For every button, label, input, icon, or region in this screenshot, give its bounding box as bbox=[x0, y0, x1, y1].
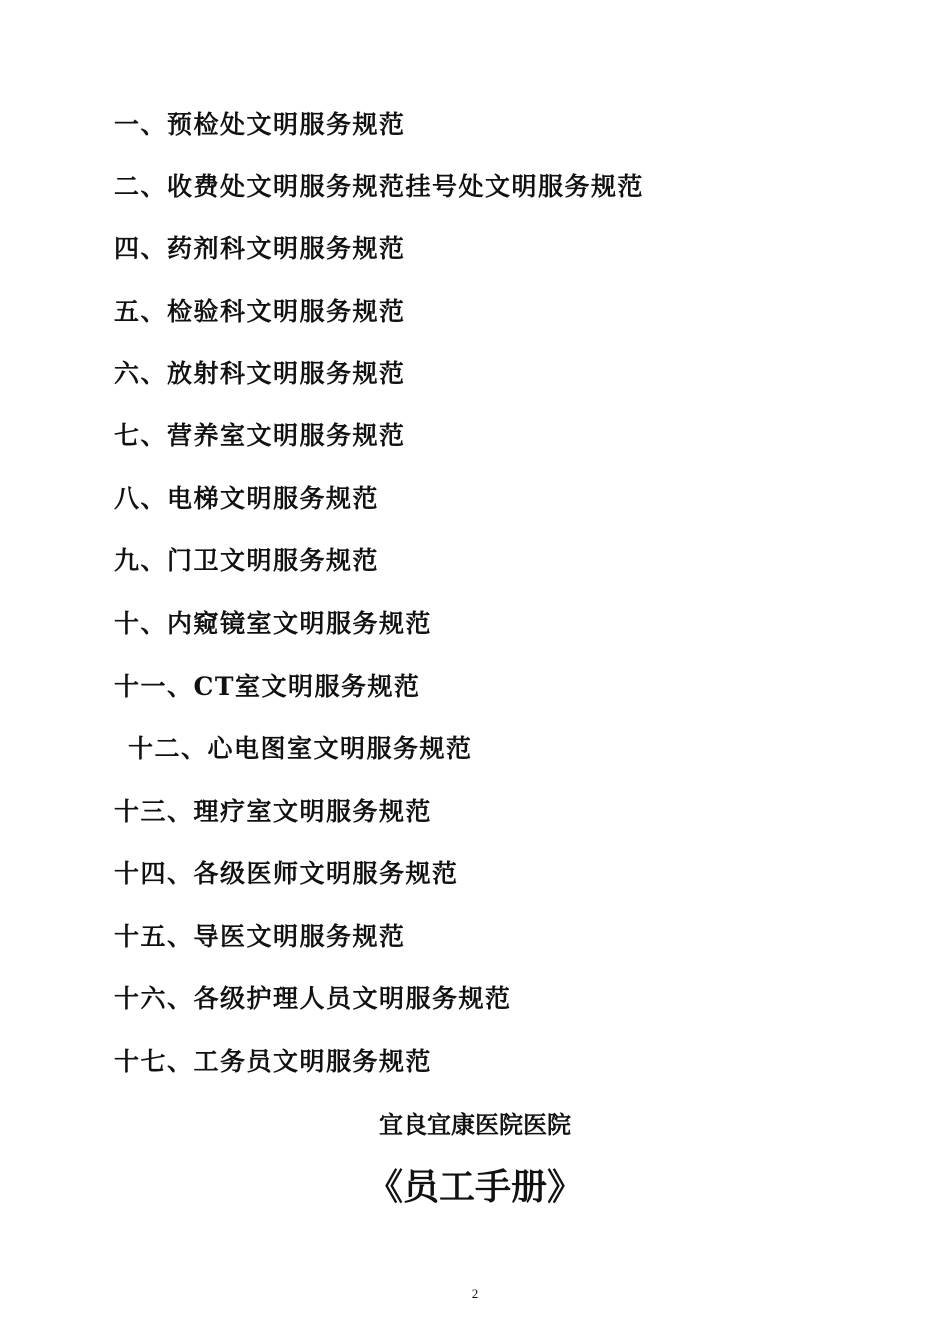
toc-item: 八、电梯文明服务规范 bbox=[114, 484, 380, 513]
toc-item: 五、检验科文明服务规范 bbox=[114, 297, 406, 326]
toc-item: 十二、心电图室文明服务规范 bbox=[128, 734, 473, 763]
handbook-title: 《员工手册》 bbox=[366, 1167, 583, 1208]
toc-item: 十六、各级护理人员文明服务规范 bbox=[114, 984, 512, 1013]
toc-item: 十七、工务员文明服务规范 bbox=[114, 1047, 433, 1076]
page-number: 2 bbox=[471, 1286, 479, 1301]
toc-item: 七、营养室文明服务规范 bbox=[114, 421, 406, 450]
hospital-name: 宜良宜康医院医院 bbox=[379, 1111, 571, 1139]
toc-item: 十五、导医文明服务规范 bbox=[114, 922, 406, 951]
toc-item: 十三、理疗室文明服务规范 bbox=[114, 797, 433, 826]
toc-item: 九、门卫文明服务规范 bbox=[114, 546, 380, 575]
toc-item: 六、放射科文明服务规范 bbox=[114, 359, 406, 388]
toc-item: 一、预检处文明服务规范 bbox=[114, 110, 406, 139]
toc-item: 十一、CT室文明服务规范 bbox=[114, 672, 421, 701]
toc-item: 二、收费处文明服务规范挂号处文明服务规范 bbox=[114, 172, 645, 201]
toc-item: 四、药剂科文明服务规范 bbox=[114, 234, 406, 263]
toc-item: 十四、各级医师文明服务规范 bbox=[114, 859, 459, 888]
toc-item: 十、内窥镜室文明服务规范 bbox=[114, 609, 433, 638]
